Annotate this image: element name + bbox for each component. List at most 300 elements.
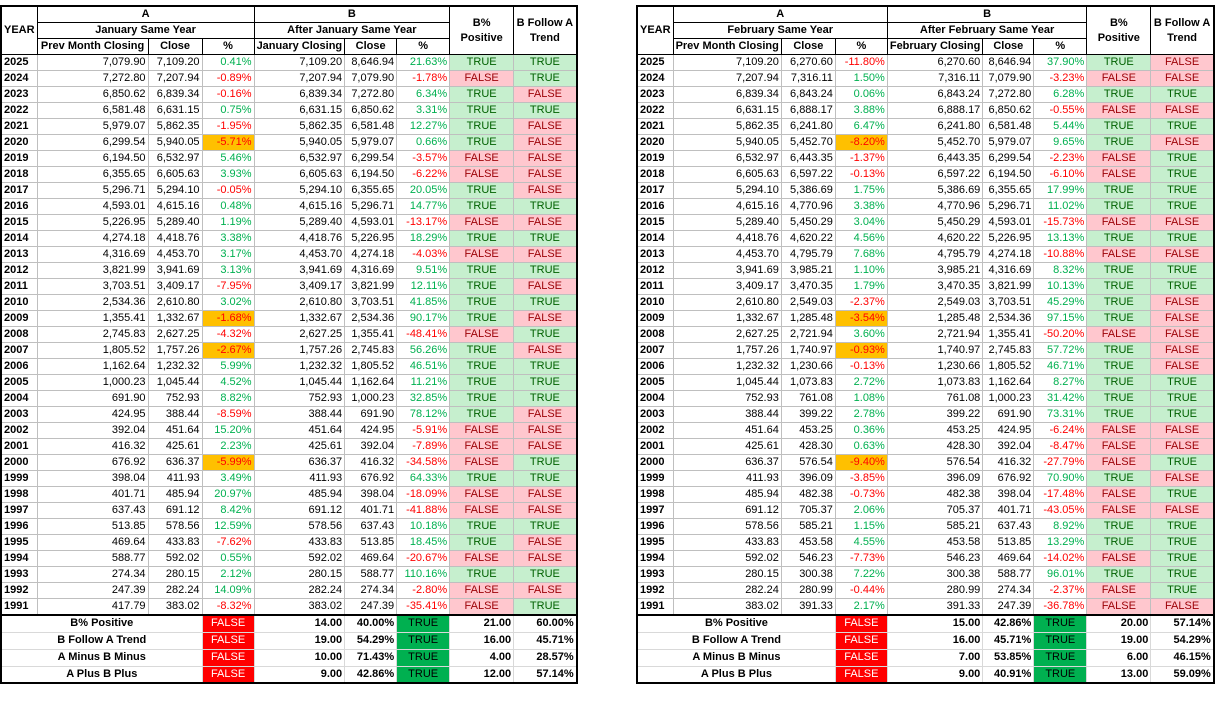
value-cell[interactable]: 451.64 bbox=[673, 423, 781, 439]
a-percent-cell[interactable]: -1.68% bbox=[202, 311, 254, 327]
year-cell[interactable]: 2017 bbox=[1, 183, 37, 199]
b-positive-cell[interactable]: TRUE bbox=[1087, 343, 1151, 359]
value-cell[interactable]: 453.58 bbox=[781, 535, 835, 551]
value-cell[interactable]: 425.61 bbox=[148, 439, 202, 455]
value-cell[interactable]: 3,941.69 bbox=[254, 263, 345, 279]
value-cell[interactable]: 6,581.48 bbox=[37, 103, 148, 119]
b-follow-trend-cell[interactable]: FALSE bbox=[514, 583, 577, 599]
year-cell[interactable]: 2009 bbox=[1, 311, 37, 327]
summary-false-count[interactable]: 19.00 bbox=[254, 632, 345, 649]
b-percent-cell[interactable]: -17.48% bbox=[1034, 487, 1087, 503]
value-cell[interactable]: 2,721.94 bbox=[781, 327, 835, 343]
value-cell[interactable]: 2,610.80 bbox=[148, 295, 202, 311]
value-cell[interactable]: 691.90 bbox=[37, 391, 148, 407]
value-cell[interactable]: 636.37 bbox=[254, 455, 345, 471]
b-follow-trend-cell[interactable]: FALSE bbox=[1151, 503, 1214, 519]
value-cell[interactable]: 3,409.17 bbox=[254, 279, 345, 295]
year-cell[interactable]: 1994 bbox=[637, 551, 673, 567]
year-cell[interactable]: 1997 bbox=[1, 503, 37, 519]
b-follow-trend-cell[interactable]: FALSE bbox=[514, 503, 577, 519]
value-cell[interactable]: 1,045.44 bbox=[673, 375, 781, 391]
value-cell[interactable]: 4,274.18 bbox=[345, 247, 397, 263]
summary-false-count[interactable]: 9.00 bbox=[254, 666, 345, 683]
value-cell[interactable]: 578.56 bbox=[148, 519, 202, 535]
a-percent-cell[interactable]: -0.73% bbox=[835, 487, 887, 503]
value-cell[interactable]: 6,270.60 bbox=[781, 55, 835, 71]
b-follow-trend-cell[interactable]: FALSE bbox=[1151, 247, 1214, 263]
year-cell[interactable]: 2005 bbox=[1, 375, 37, 391]
b-follow-trend-cell[interactable]: TRUE bbox=[1151, 263, 1214, 279]
value-cell[interactable]: 3,985.21 bbox=[887, 263, 982, 279]
year-cell[interactable]: 1992 bbox=[1, 583, 37, 599]
value-cell[interactable]: 274.34 bbox=[345, 583, 397, 599]
value-cell[interactable]: 282.24 bbox=[148, 583, 202, 599]
b-positive-cell[interactable]: TRUE bbox=[1087, 55, 1151, 71]
year-cell[interactable]: 2012 bbox=[1, 263, 37, 279]
value-cell[interactable]: 4,316.69 bbox=[345, 263, 397, 279]
value-cell[interactable]: 482.38 bbox=[887, 487, 982, 503]
value-cell[interactable]: 3,821.99 bbox=[345, 279, 397, 295]
summary-true-badge[interactable]: TRUE bbox=[1034, 666, 1087, 683]
value-cell[interactable]: 592.02 bbox=[673, 551, 781, 567]
value-cell[interactable]: 5,450.29 bbox=[887, 215, 982, 231]
b-positive-cell[interactable]: TRUE bbox=[1087, 519, 1151, 535]
b-percent-cell[interactable]: -18.09% bbox=[397, 487, 450, 503]
a-percent-cell[interactable]: -8.32% bbox=[202, 599, 254, 616]
a-percent-cell[interactable]: 1.10% bbox=[835, 263, 887, 279]
b-follow-trend-cell[interactable]: FALSE bbox=[1151, 55, 1214, 71]
year-cell[interactable]: 1999 bbox=[637, 471, 673, 487]
b-positive-cell[interactable]: FALSE bbox=[1087, 503, 1151, 519]
b-positive-cell[interactable]: FALSE bbox=[450, 423, 514, 439]
value-cell[interactable]: 6,194.50 bbox=[345, 167, 397, 183]
b-percent-cell[interactable]: -34.58% bbox=[397, 455, 450, 471]
b-positive-cell[interactable]: TRUE bbox=[450, 407, 514, 423]
b-percent-cell[interactable]: 46.51% bbox=[397, 359, 450, 375]
value-cell[interactable]: 1,162.64 bbox=[983, 375, 1034, 391]
b-positive-cell[interactable]: FALSE bbox=[450, 439, 514, 455]
value-cell[interactable]: 1,230.66 bbox=[781, 359, 835, 375]
value-cell[interactable]: 2,745.83 bbox=[345, 343, 397, 359]
value-cell[interactable]: 398.04 bbox=[37, 471, 148, 487]
summary-true-count[interactable]: 20.00 bbox=[1087, 615, 1151, 632]
value-cell[interactable]: 4,453.70 bbox=[254, 247, 345, 263]
b-follow-trend-cell[interactable]: TRUE bbox=[514, 455, 577, 471]
b-follow-trend-cell[interactable]: TRUE bbox=[514, 199, 577, 215]
value-cell[interactable]: 7,079.90 bbox=[345, 71, 397, 87]
value-cell[interactable]: 4,620.22 bbox=[887, 231, 982, 247]
b-positive-cell[interactable]: TRUE bbox=[1087, 391, 1151, 407]
value-cell[interactable]: 4,593.01 bbox=[37, 199, 148, 215]
summary-true-badge[interactable]: TRUE bbox=[1034, 649, 1087, 666]
value-cell[interactable]: 300.38 bbox=[887, 567, 982, 583]
b-follow-trend-cell[interactable]: TRUE bbox=[514, 567, 577, 583]
value-cell[interactable]: 691.90 bbox=[983, 407, 1034, 423]
year-cell[interactable]: 2000 bbox=[637, 455, 673, 471]
b-positive-cell[interactable]: FALSE bbox=[1087, 71, 1151, 87]
b-positive-cell[interactable]: FALSE bbox=[450, 551, 514, 567]
value-cell[interactable]: 6,888.17 bbox=[781, 103, 835, 119]
value-cell[interactable]: 5,940.05 bbox=[673, 135, 781, 151]
year-cell[interactable]: 2021 bbox=[1, 119, 37, 135]
value-cell[interactable]: 1,045.44 bbox=[148, 375, 202, 391]
b-positive-cell[interactable]: FALSE bbox=[450, 71, 514, 87]
value-cell[interactable]: 3,703.51 bbox=[345, 295, 397, 311]
b-follow-trend-cell[interactable]: TRUE bbox=[514, 359, 577, 375]
b-positive-cell[interactable]: FALSE bbox=[1087, 151, 1151, 167]
a-percent-cell[interactable]: -3.54% bbox=[835, 311, 887, 327]
b-percent-cell[interactable]: 78.12% bbox=[397, 407, 450, 423]
a-percent-cell[interactable]: 0.06% bbox=[835, 87, 887, 103]
b-follow-trend-cell[interactable]: TRUE bbox=[1151, 151, 1214, 167]
year-cell[interactable]: 2021 bbox=[637, 119, 673, 135]
value-cell[interactable]: 6,194.50 bbox=[983, 167, 1034, 183]
value-cell[interactable]: 546.23 bbox=[887, 551, 982, 567]
value-cell[interactable]: 4,453.70 bbox=[148, 247, 202, 263]
value-cell[interactable]: 752.93 bbox=[254, 391, 345, 407]
b-percent-cell[interactable]: 9.51% bbox=[397, 263, 450, 279]
value-cell[interactable]: 388.44 bbox=[673, 407, 781, 423]
value-cell[interactable]: 636.37 bbox=[148, 455, 202, 471]
value-cell[interactable]: 6,850.62 bbox=[345, 103, 397, 119]
b-follow-trend-cell[interactable]: FALSE bbox=[514, 551, 577, 567]
value-cell[interactable]: 637.43 bbox=[345, 519, 397, 535]
b-percent-cell[interactable]: 8.27% bbox=[1034, 375, 1087, 391]
value-cell[interactable]: 7,079.90 bbox=[983, 71, 1034, 87]
summary-true-count[interactable]: 19.00 bbox=[1087, 632, 1151, 649]
year-cell[interactable]: 2016 bbox=[637, 199, 673, 215]
b-follow-trend-cell[interactable]: FALSE bbox=[514, 135, 577, 151]
a-percent-cell[interactable]: 4.52% bbox=[202, 375, 254, 391]
value-cell[interactable]: 5,940.05 bbox=[148, 135, 202, 151]
value-cell[interactable]: 280.15 bbox=[148, 567, 202, 583]
summary-false-badge[interactable]: FALSE bbox=[835, 615, 887, 632]
summary-false-count[interactable]: 16.00 bbox=[887, 632, 982, 649]
a-percent-cell[interactable]: 3.02% bbox=[202, 295, 254, 311]
a-percent-cell[interactable]: 2.72% bbox=[835, 375, 887, 391]
b-percent-cell[interactable]: 5.44% bbox=[1034, 119, 1087, 135]
year-cell[interactable]: 2008 bbox=[1, 327, 37, 343]
value-cell[interactable]: 411.93 bbox=[148, 471, 202, 487]
value-cell[interactable]: 4,418.76 bbox=[148, 231, 202, 247]
value-cell[interactable]: 6,843.24 bbox=[887, 87, 982, 103]
b-positive-cell[interactable]: TRUE bbox=[450, 391, 514, 407]
summary-true-badge[interactable]: TRUE bbox=[397, 632, 450, 649]
summary-true-percent[interactable]: 54.29% bbox=[1151, 632, 1214, 649]
year-cell[interactable]: 1998 bbox=[637, 487, 673, 503]
value-cell[interactable]: 5,296.71 bbox=[983, 199, 1034, 215]
b-positive-cell[interactable]: FALSE bbox=[450, 327, 514, 343]
value-cell[interactable]: 453.25 bbox=[887, 423, 982, 439]
value-cell[interactable]: 588.77 bbox=[37, 551, 148, 567]
b-percent-cell[interactable]: 17.99% bbox=[1034, 183, 1087, 199]
a-percent-cell[interactable]: 7.68% bbox=[835, 247, 887, 263]
b-positive-cell[interactable]: TRUE bbox=[450, 263, 514, 279]
b-follow-trend-cell[interactable]: FALSE bbox=[1151, 343, 1214, 359]
summary-false-count[interactable]: 9.00 bbox=[887, 666, 982, 683]
year-cell[interactable]: 1995 bbox=[637, 535, 673, 551]
summary-true-percent[interactable]: 60.00% bbox=[514, 615, 577, 632]
b-positive-cell[interactable]: TRUE bbox=[1087, 279, 1151, 295]
value-cell[interactable]: 247.39 bbox=[37, 583, 148, 599]
value-cell[interactable]: 5,452.70 bbox=[887, 135, 982, 151]
b-positive-cell[interactable]: FALSE bbox=[1087, 423, 1151, 439]
value-cell[interactable]: 6,605.63 bbox=[148, 167, 202, 183]
a-percent-cell[interactable]: -0.44% bbox=[835, 583, 887, 599]
value-cell[interactable]: 485.94 bbox=[148, 487, 202, 503]
value-cell[interactable]: 383.02 bbox=[673, 599, 781, 616]
value-cell[interactable]: 6,839.34 bbox=[148, 87, 202, 103]
b-positive-cell[interactable]: TRUE bbox=[450, 311, 514, 327]
value-cell[interactable]: 247.39 bbox=[983, 599, 1034, 616]
year-cell[interactable]: 2006 bbox=[1, 359, 37, 375]
year-cell[interactable]: 2019 bbox=[1, 151, 37, 167]
b-follow-trend-cell[interactable]: FALSE bbox=[514, 439, 577, 455]
value-cell[interactable]: 3,941.69 bbox=[673, 263, 781, 279]
summary-true-badge[interactable]: TRUE bbox=[397, 615, 450, 632]
value-cell[interactable]: 4,795.79 bbox=[781, 247, 835, 263]
b-percent-cell[interactable]: -6.22% bbox=[397, 167, 450, 183]
b-percent-cell[interactable]: 18.45% bbox=[397, 535, 450, 551]
value-cell[interactable]: 5,296.71 bbox=[345, 199, 397, 215]
value-cell[interactable]: 1,162.64 bbox=[37, 359, 148, 375]
value-cell[interactable]: 5,289.40 bbox=[148, 215, 202, 231]
a-percent-cell[interactable]: -11.80% bbox=[835, 55, 887, 71]
a-percent-cell[interactable]: 3.60% bbox=[835, 327, 887, 343]
b-positive-cell[interactable]: TRUE bbox=[1087, 263, 1151, 279]
summary-true-badge[interactable]: TRUE bbox=[397, 666, 450, 683]
b-positive-cell[interactable]: TRUE bbox=[450, 471, 514, 487]
a-percent-cell[interactable]: 0.41% bbox=[202, 55, 254, 71]
value-cell[interactable]: 1,805.52 bbox=[345, 359, 397, 375]
value-cell[interactable]: 401.71 bbox=[345, 503, 397, 519]
b-positive-cell[interactable]: FALSE bbox=[450, 151, 514, 167]
b-percent-cell[interactable]: 12.27% bbox=[397, 119, 450, 135]
value-cell[interactable]: 6,839.34 bbox=[254, 87, 345, 103]
b-follow-trend-cell[interactable]: FALSE bbox=[1151, 439, 1214, 455]
year-cell[interactable]: 2024 bbox=[1, 71, 37, 87]
value-cell[interactable]: 6,581.48 bbox=[345, 119, 397, 135]
value-cell[interactable]: 5,294.10 bbox=[254, 183, 345, 199]
b-positive-cell[interactable]: TRUE bbox=[450, 359, 514, 375]
b-follow-trend-cell[interactable]: TRUE bbox=[514, 103, 577, 119]
year-cell[interactable]: 2025 bbox=[1, 55, 37, 71]
a-percent-cell[interactable]: 8.82% bbox=[202, 391, 254, 407]
b-follow-trend-cell[interactable]: TRUE bbox=[514, 263, 577, 279]
b-positive-cell[interactable]: TRUE bbox=[1087, 295, 1151, 311]
b-positive-cell[interactable]: FALSE bbox=[1087, 247, 1151, 263]
b-follow-trend-cell[interactable]: FALSE bbox=[1151, 135, 1214, 151]
a-percent-cell[interactable]: 0.48% bbox=[202, 199, 254, 215]
b-positive-cell[interactable]: TRUE bbox=[450, 199, 514, 215]
b-percent-cell[interactable]: 90.17% bbox=[397, 311, 450, 327]
value-cell[interactable]: 2,745.83 bbox=[983, 343, 1034, 359]
a-percent-cell[interactable]: -7.62% bbox=[202, 535, 254, 551]
value-cell[interactable]: 1,285.48 bbox=[781, 311, 835, 327]
value-cell[interactable]: 7,316.11 bbox=[887, 71, 982, 87]
value-cell[interactable]: 1,355.41 bbox=[37, 311, 148, 327]
value-cell[interactable]: 6,443.35 bbox=[781, 151, 835, 167]
b-follow-trend-cell[interactable]: TRUE bbox=[514, 519, 577, 535]
value-cell[interactable]: 676.92 bbox=[345, 471, 397, 487]
value-cell[interactable]: 388.44 bbox=[254, 407, 345, 423]
a-percent-cell[interactable]: -0.05% bbox=[202, 183, 254, 199]
year-cell[interactable]: 2000 bbox=[1, 455, 37, 471]
value-cell[interactable]: 4,593.01 bbox=[983, 215, 1034, 231]
year-cell[interactable]: 2014 bbox=[1, 231, 37, 247]
a-percent-cell[interactable]: -2.67% bbox=[202, 343, 254, 359]
value-cell[interactable]: 485.94 bbox=[673, 487, 781, 503]
value-cell[interactable]: 2,610.80 bbox=[673, 295, 781, 311]
a-percent-cell[interactable]: 3.38% bbox=[202, 231, 254, 247]
b-percent-cell[interactable]: -50.20% bbox=[1034, 327, 1087, 343]
b-follow-trend-cell[interactable]: TRUE bbox=[1151, 535, 1214, 551]
value-cell[interactable]: 4,274.18 bbox=[37, 231, 148, 247]
value-cell[interactable]: 636.37 bbox=[673, 455, 781, 471]
b-positive-cell[interactable]: TRUE bbox=[1087, 135, 1151, 151]
b-positive-cell[interactable]: FALSE bbox=[1087, 167, 1151, 183]
a-percent-cell[interactable]: 2.17% bbox=[835, 599, 887, 616]
value-cell[interactable]: 396.09 bbox=[781, 471, 835, 487]
value-cell[interactable]: 1,757.26 bbox=[254, 343, 345, 359]
value-cell[interactable]: 6,355.65 bbox=[37, 167, 148, 183]
b-positive-cell[interactable]: TRUE bbox=[1087, 231, 1151, 247]
b-follow-trend-cell[interactable]: TRUE bbox=[1151, 519, 1214, 535]
value-cell[interactable]: 3,409.17 bbox=[673, 279, 781, 295]
year-cell[interactable]: 2022 bbox=[1, 103, 37, 119]
a-percent-cell[interactable]: 1.50% bbox=[835, 71, 887, 87]
b-positive-cell[interactable]: FALSE bbox=[1087, 327, 1151, 343]
value-cell[interactable]: 383.02 bbox=[254, 599, 345, 616]
summary-false-percent[interactable]: 45.71% bbox=[983, 632, 1034, 649]
year-cell[interactable]: 2015 bbox=[1, 215, 37, 231]
value-cell[interactable]: 1,757.26 bbox=[673, 343, 781, 359]
value-cell[interactable]: 1,000.23 bbox=[983, 391, 1034, 407]
a-percent-cell[interactable]: -5.99% bbox=[202, 455, 254, 471]
a-percent-cell[interactable]: 4.55% bbox=[835, 535, 887, 551]
year-cell[interactable]: 1993 bbox=[637, 567, 673, 583]
b-follow-trend-cell[interactable]: TRUE bbox=[514, 391, 577, 407]
year-cell[interactable]: 2015 bbox=[637, 215, 673, 231]
b-follow-trend-cell[interactable]: TRUE bbox=[1151, 567, 1214, 583]
value-cell[interactable]: 2,534.36 bbox=[983, 311, 1034, 327]
value-cell[interactable]: 4,770.96 bbox=[781, 199, 835, 215]
value-cell[interactable]: 485.94 bbox=[254, 487, 345, 503]
value-cell[interactable]: 5,450.29 bbox=[781, 215, 835, 231]
a-percent-cell[interactable]: -1.95% bbox=[202, 119, 254, 135]
b-positive-cell[interactable]: TRUE bbox=[450, 87, 514, 103]
value-cell[interactable]: 4,418.76 bbox=[254, 231, 345, 247]
summary-false-percent[interactable]: 42.86% bbox=[983, 615, 1034, 632]
a-percent-cell[interactable]: -1.37% bbox=[835, 151, 887, 167]
value-cell[interactable]: 1,162.64 bbox=[345, 375, 397, 391]
b-positive-cell[interactable]: FALSE bbox=[450, 247, 514, 263]
a-percent-cell[interactable]: 14.09% bbox=[202, 583, 254, 599]
b-percent-cell[interactable]: 10.18% bbox=[397, 519, 450, 535]
value-cell[interactable]: 280.99 bbox=[781, 583, 835, 599]
year-cell[interactable]: 2011 bbox=[1, 279, 37, 295]
value-cell[interactable]: 392.04 bbox=[983, 439, 1034, 455]
year-cell[interactable]: 2001 bbox=[637, 439, 673, 455]
summary-true-percent[interactable]: 57.14% bbox=[1151, 615, 1214, 632]
value-cell[interactable]: 7,079.90 bbox=[37, 55, 148, 71]
summary-false-count[interactable]: 10.00 bbox=[254, 649, 345, 666]
b-follow-trend-cell[interactable]: FALSE bbox=[1151, 311, 1214, 327]
value-cell[interactable]: 411.93 bbox=[254, 471, 345, 487]
value-cell[interactable]: 391.33 bbox=[781, 599, 835, 616]
value-cell[interactable]: 300.38 bbox=[781, 567, 835, 583]
year-cell[interactable]: 2004 bbox=[637, 391, 673, 407]
a-percent-cell[interactable]: 3.13% bbox=[202, 263, 254, 279]
b-percent-cell[interactable]: 37.90% bbox=[1034, 55, 1087, 71]
value-cell[interactable]: 546.23 bbox=[781, 551, 835, 567]
summary-true-badge[interactable]: TRUE bbox=[1034, 632, 1087, 649]
year-cell[interactable]: 1999 bbox=[1, 471, 37, 487]
summary-true-percent[interactable]: 59.09% bbox=[1151, 666, 1214, 683]
value-cell[interactable]: 425.61 bbox=[673, 439, 781, 455]
year-cell[interactable]: 2006 bbox=[637, 359, 673, 375]
summary-false-badge[interactable]: FALSE bbox=[202, 649, 254, 666]
b-percent-cell[interactable]: -14.02% bbox=[1034, 551, 1087, 567]
b-percent-cell[interactable]: 70.90% bbox=[1034, 471, 1087, 487]
b-positive-cell[interactable]: FALSE bbox=[1087, 551, 1151, 567]
value-cell[interactable]: 705.37 bbox=[887, 503, 982, 519]
a-percent-cell[interactable]: -9.40% bbox=[835, 455, 887, 471]
value-cell[interactable]: 5,452.70 bbox=[781, 135, 835, 151]
a-percent-cell[interactable]: 0.63% bbox=[835, 439, 887, 455]
year-cell[interactable]: 2010 bbox=[637, 295, 673, 311]
b-percent-cell[interactable]: 0.66% bbox=[397, 135, 450, 151]
value-cell[interactable]: 282.24 bbox=[254, 583, 345, 599]
b-percent-cell[interactable]: -10.88% bbox=[1034, 247, 1087, 263]
b-follow-trend-cell[interactable]: FALSE bbox=[514, 151, 577, 167]
value-cell[interactable]: 6,532.97 bbox=[148, 151, 202, 167]
value-cell[interactable]: 247.39 bbox=[345, 599, 397, 616]
value-cell[interactable]: 4,593.01 bbox=[345, 215, 397, 231]
a-percent-cell[interactable]: 3.04% bbox=[835, 215, 887, 231]
value-cell[interactable]: 1,073.83 bbox=[887, 375, 982, 391]
value-cell[interactable]: 1,740.97 bbox=[781, 343, 835, 359]
value-cell[interactable]: 637.43 bbox=[983, 519, 1034, 535]
b-follow-trend-cell[interactable]: FALSE bbox=[1151, 215, 1214, 231]
a-percent-cell[interactable]: 20.97% bbox=[202, 487, 254, 503]
value-cell[interactable]: 401.71 bbox=[983, 503, 1034, 519]
value-cell[interactable]: 383.02 bbox=[148, 599, 202, 616]
a-percent-cell[interactable]: 12.59% bbox=[202, 519, 254, 535]
year-cell[interactable]: 2016 bbox=[1, 199, 37, 215]
value-cell[interactable]: 6,888.17 bbox=[887, 103, 982, 119]
value-cell[interactable]: 5,226.95 bbox=[345, 231, 397, 247]
year-cell[interactable]: 2012 bbox=[637, 263, 673, 279]
value-cell[interactable]: 392.04 bbox=[37, 423, 148, 439]
b-positive-cell[interactable]: TRUE bbox=[450, 231, 514, 247]
value-cell[interactable]: 424.95 bbox=[345, 423, 397, 439]
b-percent-cell[interactable]: -20.67% bbox=[397, 551, 450, 567]
value-cell[interactable]: 588.77 bbox=[983, 567, 1034, 583]
b-percent-cell[interactable]: -15.73% bbox=[1034, 215, 1087, 231]
value-cell[interactable]: 417.79 bbox=[37, 599, 148, 616]
value-cell[interactable]: 6,631.15 bbox=[148, 103, 202, 119]
b-percent-cell[interactable]: 10.13% bbox=[1034, 279, 1087, 295]
year-cell[interactable]: 2014 bbox=[637, 231, 673, 247]
value-cell[interactable]: 6,597.22 bbox=[887, 167, 982, 183]
summary-true-percent[interactable]: 45.71% bbox=[514, 632, 577, 649]
value-cell[interactable]: 6,299.54 bbox=[37, 135, 148, 151]
b-percent-cell[interactable]: -2.23% bbox=[1034, 151, 1087, 167]
value-cell[interactable]: 3,409.17 bbox=[148, 279, 202, 295]
b-follow-trend-cell[interactable]: TRUE bbox=[1151, 391, 1214, 407]
value-cell[interactable]: 5,289.40 bbox=[254, 215, 345, 231]
